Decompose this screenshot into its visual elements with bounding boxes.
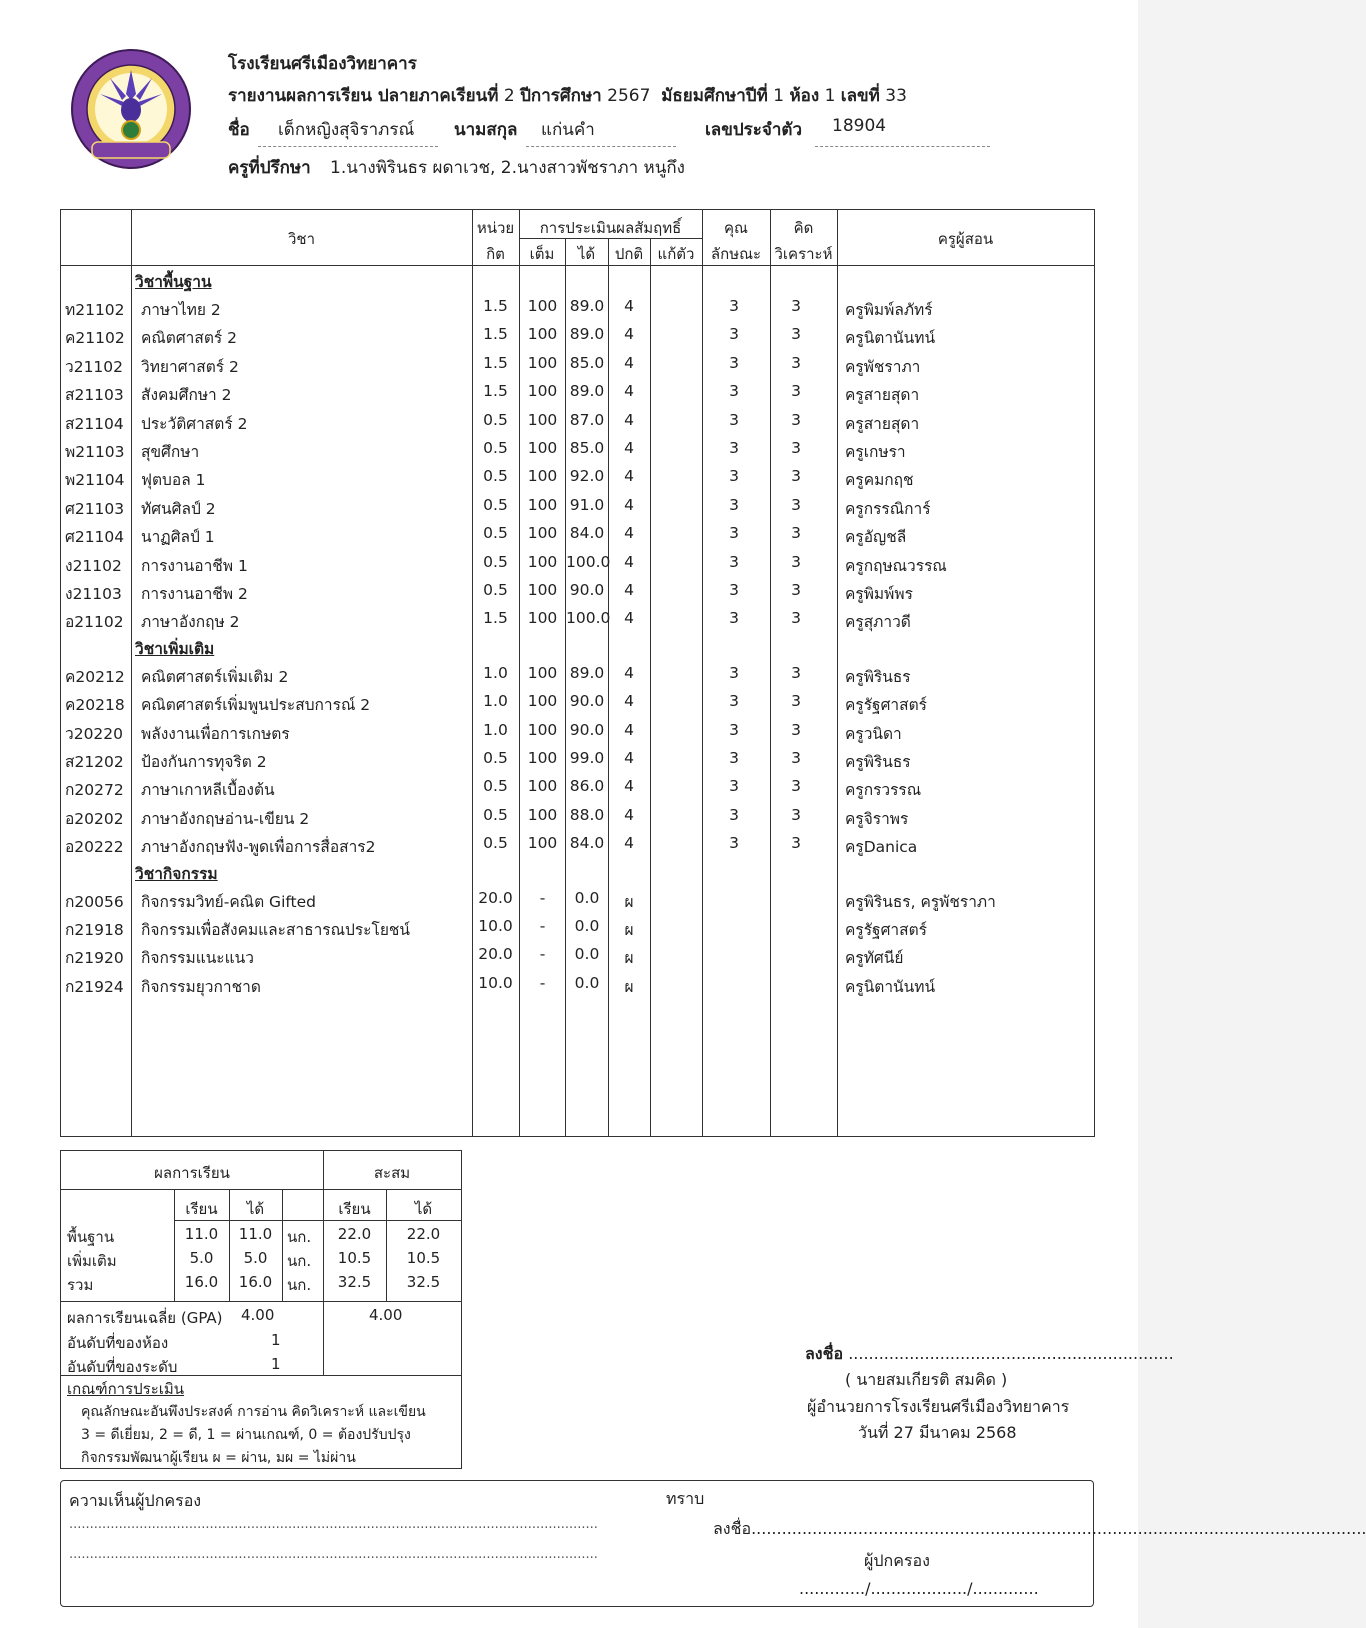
school-name: โรงเรียนศรีเมืองวิทยาคาร: [228, 54, 417, 74]
cell-unit: 1.0: [483, 663, 508, 682]
cell-got: 91.0: [569, 495, 605, 514]
cell-normal: 4: [624, 353, 634, 372]
cell-unit: 10.0: [478, 917, 513, 935]
ack-label: ทราบ: [666, 1489, 705, 1508]
cell-got: 0.0: [574, 945, 600, 964]
cell-char: 3: [729, 524, 739, 543]
cell-char: 3: [729, 609, 739, 628]
cell-teacher: ครูพิรินธร: [845, 753, 911, 771]
surname-label: นามสกุล: [454, 120, 518, 140]
cell-think: 3: [791, 382, 801, 401]
cell-char: 3: [729, 325, 739, 344]
header-fix: แก้ตัว: [657, 245, 695, 263]
table-row: [61, 970, 1094, 998]
report-title: รายงานผลการเรียน ปลายภาคเรียนที่ 2 ปีการศึกษา 2567 มัธยมศึกษาปีที่ 1 ห้อง 1 เลขที่ 33: [228, 86, 907, 106]
cell-think: 3: [791, 410, 801, 429]
summary-label: รวม: [67, 1276, 94, 1294]
gpa-label: ผลการเรียนเฉลี่ย (GPA): [67, 1309, 223, 1327]
cell-got: 100.0: [566, 552, 611, 571]
cell-char: 3: [729, 749, 739, 767]
cell-think: 3: [791, 495, 801, 514]
cell-full: 100: [527, 495, 558, 514]
cell-normal: ผ: [624, 949, 634, 968]
cell-got: 92.0: [569, 467, 605, 486]
cell-code: ก21918: [65, 921, 124, 939]
cell-normal: 4: [624, 805, 634, 824]
cell-code: ก20272: [65, 781, 124, 800]
cell-teacher: ครูวนิดา: [845, 724, 902, 743]
summary-acc-got: 10.5: [406, 1249, 441, 1267]
table-row: [61, 941, 1094, 969]
table-row: [61, 577, 1094, 605]
table-row: [61, 492, 1094, 520]
cell-name: กิจกรรมเพื่อสังคมและสาธารณประโยชน์: [141, 921, 411, 939]
cell-think: 3: [791, 439, 801, 457]
cell-unit: 1.0: [483, 720, 508, 739]
cell-think: 3: [791, 777, 801, 796]
table-row: [61, 773, 1094, 801]
cell-char: 3: [729, 581, 739, 599]
header-think-2: วิเคราะห์: [774, 245, 833, 263]
cell-normal: 4: [624, 524, 634, 543]
grades-table: [60, 209, 1095, 1137]
criteria-title: เกณฑ์การประเมิน: [67, 1380, 185, 1398]
cell-got: 90.0: [569, 692, 605, 711]
cell-unit: 0.5: [483, 749, 508, 767]
cell-char: 3: [729, 663, 739, 682]
sign-date: วันที่ 27 มีนาคม 2568: [858, 1423, 1017, 1442]
section-title: วิชากิจกรรม: [135, 864, 218, 883]
cell-full: 100: [527, 834, 558, 853]
cell-full: -: [539, 888, 546, 907]
cell-code: ง21103: [65, 585, 122, 603]
table-row: [61, 321, 1094, 349]
cell-teacher: ครูกรรณิการ์: [845, 499, 931, 518]
rank-room-label: อันดับที่ของห้อง: [67, 1334, 169, 1352]
cell-full: 100: [527, 297, 558, 315]
cell-teacher: ครูนิตานันทน์: [845, 977, 936, 996]
cell-name: ภาษาอังกฤษฟัง-พูดเพื่อการสื่อสาร2: [141, 838, 376, 857]
cell-code: ก20056: [65, 892, 124, 911]
school-logo: [70, 48, 192, 170]
director-position: ผู้อำนวยการโรงเรียนศรีเมืองวิทยาคาร: [807, 1397, 1070, 1416]
cell-char: 3: [729, 353, 739, 372]
table-row: [61, 463, 1094, 491]
cell-normal: 4: [624, 467, 634, 486]
cell-normal: 4: [624, 410, 634, 429]
cell-unit: 0.5: [483, 805, 508, 824]
parent-comment-box: [60, 1480, 1366, 1607]
summary-acc-study: 22.0: [337, 1225, 372, 1243]
cell-name: ภาษาไทย 2: [141, 301, 221, 319]
cell-char: 3: [729, 410, 739, 429]
parent-sign-line[interactable]: ลงชื่อ.........................................................................................................................: [713, 1519, 1366, 1538]
table-row: [61, 913, 1094, 941]
rank-room-value: 1: [271, 1331, 281, 1349]
table-row: [61, 830, 1094, 858]
cell-teacher: ครูรัฐศาสตร์: [845, 696, 927, 715]
cell-unit: 0.5: [483, 467, 508, 486]
cell-normal: 4: [624, 777, 634, 796]
cell-char: 3: [729, 552, 739, 571]
summary-acc-col-study: เรียน: [338, 1200, 371, 1218]
cell-code: ศ21103: [65, 499, 125, 518]
student-name: เด็กหญิงสุจิราภรณ์: [278, 120, 415, 140]
rank-level-value: 1: [271, 1355, 281, 1373]
cell-normal: 4: [624, 609, 634, 628]
summary-unit: นก.: [287, 1228, 312, 1246]
cell-char: 3: [729, 834, 739, 853]
cell-think: 3: [791, 353, 801, 372]
cell-think: 3: [791, 663, 801, 682]
cell-normal: 4: [624, 495, 634, 514]
cell-got: 90.0: [569, 581, 605, 599]
header-think-1: คิด: [793, 219, 814, 237]
student-surname: แก่นคำ: [541, 120, 595, 140]
cell-got: 89.0: [569, 382, 605, 401]
cell-think: 3: [791, 749, 801, 767]
cell-teacher: ครูคมกฤช: [845, 471, 914, 490]
table-row: [61, 605, 1094, 633]
cell-got: 86.0: [569, 777, 605, 796]
cell-unit: 0.5: [483, 410, 508, 429]
cell-char: 3: [729, 382, 739, 401]
cell-teacher: ครูนิตานันทน์: [845, 329, 936, 348]
cell-teacher: ครูสายสุดา: [845, 386, 920, 405]
cell-normal: 4: [624, 720, 634, 739]
cell-got: 90.0: [569, 720, 605, 739]
cell-unit: 0.5: [483, 777, 508, 796]
cell-name: กิจกรรมแนะแนว: [141, 949, 254, 968]
cell-normal: 4: [624, 663, 634, 682]
cell-unit: 1.5: [483, 382, 508, 401]
cell-think: 3: [791, 805, 801, 824]
summary-acc-study: 32.5: [337, 1273, 372, 1291]
cell-name: ประวัติศาสตร์ 2: [141, 414, 248, 433]
criteria-line-1: คุณลักษณะอันพึงประสงค์ การอ่าน คิดวิเคราะห์ และเขียน: [81, 1404, 426, 1420]
cell-code: ว21102: [65, 357, 124, 376]
cell-think: 3: [791, 834, 801, 853]
summary-study: 16.0: [184, 1273, 219, 1291]
cell-normal: ผ: [624, 921, 634, 939]
table-row: [61, 660, 1094, 688]
cell-got: 84.0: [569, 834, 605, 853]
cell-think: 3: [791, 581, 801, 599]
cell-char: 3: [729, 692, 739, 711]
cell-got: 89.0: [569, 663, 605, 682]
cell-think: 3: [791, 325, 801, 344]
cell-teacher: ครูจิราพร: [845, 809, 909, 828]
rank-level-label: อันดับที่ของระดับ: [67, 1358, 178, 1376]
director-name: ( นายสมเกียรติ สมคิด ): [845, 1370, 1008, 1389]
table-row: [61, 549, 1094, 577]
cell-unit: 1.5: [483, 297, 508, 315]
cell-full: 100: [527, 467, 558, 486]
cell-name: การงานอาชีพ 1: [141, 556, 248, 575]
cell-code: ว20220: [65, 724, 124, 743]
cell-full: 100: [527, 382, 558, 401]
header-char-1: คุณ: [724, 219, 748, 237]
cell-teacher: ครูอัญชลี: [845, 528, 907, 547]
cell-unit: 0.5: [483, 495, 508, 514]
cell-name: กิจกรรมยุวกาชาด: [141, 977, 261, 996]
header-teacher: ครูผู้สอน: [937, 230, 994, 248]
header-eval: การประเมินผลสัมฤทธิ์: [539, 219, 682, 237]
cell-got: 84.0: [569, 524, 605, 543]
cell-teacher: ครูพิรินธร: [845, 667, 911, 686]
cell-unit: 10.0: [478, 973, 513, 992]
cell-name: คณิตศาสตร์ 2: [141, 329, 237, 348]
cell-full: 100: [527, 439, 558, 457]
cell-name: วิทยาศาสตร์ 2: [141, 357, 239, 376]
header-unit-2: กิต: [486, 245, 505, 263]
cell-teacher: ครูทัศนีย์: [845, 949, 904, 968]
cell-unit: 0.5: [483, 834, 508, 853]
table-row: [61, 293, 1094, 321]
table-row: [61, 688, 1094, 716]
summary-got: 11.0: [238, 1225, 273, 1243]
cell-code: พ21103: [65, 443, 125, 461]
summary-label: พื้นฐาน: [67, 1228, 115, 1246]
cell-teacher: ครูเกษรา: [845, 443, 906, 461]
cell-unit: 0.5: [483, 552, 508, 571]
cell-code: ส21103: [65, 386, 124, 405]
cell-char: 3: [729, 720, 739, 739]
cell-name: ทัศนศิลป์ 2: [141, 499, 216, 518]
cell-name: ภาษาอังกฤษอ่าน-เขียน 2: [141, 809, 310, 828]
cell-unit: 1.5: [483, 325, 508, 344]
summary-study: 5.0: [189, 1249, 214, 1267]
cell-char: 3: [729, 297, 739, 315]
director-sign-line: ลงชื่อ ................................................................: [805, 1344, 1174, 1363]
cell-name: คณิตศาสตร์เพิ่มเติม 2: [141, 667, 289, 686]
cell-teacher: ครูพิมพ์ลภัทร์: [845, 301, 933, 319]
cell-code: ก21920: [65, 949, 124, 968]
cell-code: อ21102: [65, 613, 124, 632]
summary-label: เพิ่มเติม: [67, 1252, 117, 1270]
cell-got: 99.0: [569, 749, 605, 767]
table-row: [61, 717, 1094, 745]
cell-think: 3: [791, 552, 801, 571]
cell-teacher: ครูพิรินธร, ครูพัชราภา: [845, 892, 996, 911]
cell-char: 3: [729, 495, 739, 514]
name-label: ชื่อ: [228, 120, 250, 140]
cell-normal: 4: [624, 552, 634, 571]
cell-unit: 1.0: [483, 692, 508, 711]
header-subject: วิชา: [287, 230, 316, 248]
cell-code: อ20222: [65, 838, 124, 857]
header-char-2: ลักษณะ: [710, 245, 762, 263]
table-row: [61, 407, 1094, 435]
cell-name: ฟุตบอล 1: [141, 471, 206, 490]
cell-got: 0.0: [574, 973, 600, 992]
cell-unit: 0.5: [483, 581, 508, 599]
advisor-names: 1.นางพิรินธร ผดาเวช, 2.นางสาวพัชราภา หนูกึง: [330, 158, 685, 178]
summary-got: 16.0: [238, 1273, 273, 1291]
header-got: ได้: [577, 245, 596, 263]
summary-col-study: เรียน: [185, 1200, 218, 1218]
cell-got: 0.0: [574, 888, 600, 907]
header-normal: ปกติ: [614, 245, 644, 263]
table-row: [61, 745, 1094, 773]
summary-result-title: ผลการเรียน: [154, 1164, 230, 1182]
cell-normal: ผ: [624, 977, 634, 996]
cell-full: 100: [527, 720, 558, 739]
criteria-line-2: 3 = ดีเยี่ยม, 2 = ดี, 1 = ผ่านเกณฑ์, 0 = ต้องปรับปรุง: [81, 1427, 411, 1443]
cell-code: ก21924: [65, 977, 124, 996]
gpa-value: 4.00: [241, 1306, 275, 1324]
cell-got: 85.0: [569, 439, 605, 457]
cell-unit: 1.5: [483, 353, 508, 372]
opinion-line-2[interactable]: ................................................................................................................................: [69, 1547, 598, 1562]
cell-name: ภาษาอังกฤษ 2: [141, 613, 240, 632]
cell-normal: 4: [624, 297, 634, 315]
summary-acc-got: 32.5: [406, 1273, 441, 1291]
cell-code: ค20218: [65, 696, 125, 715]
cell-unit: 1.5: [483, 609, 508, 628]
criteria-line-3: กิจกรรมพัฒนาผู้เรียน ผ = ผ่าน, มผ = ไม่ผ่าน: [81, 1450, 356, 1466]
cell-teacher: ครูพิมพ์พร: [845, 585, 913, 603]
cell-full: 100: [527, 663, 558, 682]
cell-code: ส21104: [65, 414, 124, 433]
header-full: เต็ม: [529, 245, 555, 263]
cell-char: 3: [729, 805, 739, 824]
cell-code: ค21102: [65, 329, 125, 348]
cell-char: 3: [729, 467, 739, 486]
cell-full: 100: [527, 692, 558, 711]
cell-think: 3: [791, 524, 801, 543]
advisor-label: ครูที่ปรึกษา: [228, 158, 311, 178]
cell-think: 3: [791, 692, 801, 711]
cell-think: 3: [791, 720, 801, 739]
cell-teacher: ครูกรวรรณ: [845, 781, 922, 800]
cell-full: 100: [527, 410, 558, 429]
cell-name: ภาษาเกาหลีเบื้องต้น: [141, 781, 275, 800]
table-row: [61, 885, 1094, 913]
cell-got: 88.0: [569, 805, 605, 824]
cell-full: 100: [527, 353, 558, 372]
cell-name: สุขศึกษา: [141, 443, 200, 461]
section-title: วิชาพื้นฐาน: [135, 273, 212, 291]
cell-full: 100: [527, 552, 558, 571]
opinion-line-1[interactable]: ................................................................................................................................: [69, 1517, 598, 1532]
cell-unit: 0.5: [483, 439, 508, 457]
cell-normal: 4: [624, 439, 634, 457]
cell-full: 100: [527, 805, 558, 824]
summary-unit: นก.: [287, 1252, 312, 1270]
header-unit-1: หน่วย: [476, 219, 515, 237]
cell-name: พลังงานเพื่อการเกษตร: [141, 724, 290, 743]
cell-teacher: ครูพัชราภา: [845, 357, 921, 376]
student-id: 18904: [832, 116, 887, 136]
cell-normal: 4: [624, 325, 634, 344]
cell-name: ป้องกันการทุจริต 2: [141, 753, 267, 771]
summary-acc-got: 22.0: [406, 1225, 441, 1243]
cell-think: 3: [791, 609, 801, 628]
table-row: [61, 520, 1094, 548]
cell-name: นาฏศิลป์ 1: [141, 528, 215, 547]
cell-full: 100: [527, 581, 558, 599]
cell-normal: 4: [624, 581, 634, 599]
cell-got: 100.0: [566, 609, 611, 628]
cell-think: 3: [791, 467, 801, 486]
id-label: เลขประจำตัว: [705, 120, 802, 140]
summary-accum-title: สะสม: [373, 1164, 411, 1182]
parent-opinion-label: ความเห็นผู้ปกครอง: [69, 1491, 202, 1510]
cell-full: -: [539, 945, 546, 964]
cell-normal: 4: [624, 382, 634, 401]
summary-col-got: ได้: [246, 1200, 265, 1218]
cell-code: ส21202: [65, 753, 124, 771]
cell-normal: 4: [624, 749, 634, 767]
table-row: [61, 802, 1094, 830]
cell-teacher: ครูกฤษณวรรณ: [845, 556, 947, 575]
summary-study: 11.0: [184, 1225, 219, 1243]
cell-code: ศ21104: [65, 528, 125, 547]
cell-got: 89.0: [569, 297, 605, 315]
cell-code: อ20202: [65, 809, 124, 828]
cell-teacher: ครูรัฐศาสตร์: [845, 921, 927, 939]
cell-teacher: ครูสายสุดา: [845, 414, 920, 433]
cell-name: คณิตศาสตร์เพิ่มพูนประสบการณ์ 2: [141, 696, 371, 715]
gpa-accum-value: 4.00: [369, 1306, 403, 1324]
table-row: [61, 378, 1094, 406]
cell-full: 100: [527, 524, 558, 543]
summary-box: [60, 1150, 462, 1469]
table-row: [61, 350, 1094, 378]
cell-char: 3: [729, 777, 739, 796]
cell-unit: 20.0: [478, 945, 513, 964]
cell-name: การงานอาชีพ 2: [141, 585, 248, 603]
cell-think: 3: [791, 297, 801, 315]
summary-unit: นก.: [287, 1276, 312, 1294]
summary-acc-col-got: ได้: [414, 1200, 433, 1218]
cell-code: ค20212: [65, 667, 125, 686]
table-row: [61, 435, 1094, 463]
cell-full: 100: [527, 777, 558, 796]
cell-name: สังคมศึกษา 2: [141, 386, 232, 405]
cell-code: พ21104: [65, 471, 125, 490]
cell-code: ง21102: [65, 556, 122, 575]
section-title: วิชาเพิ่มเติม: [135, 639, 215, 658]
cell-unit: 20.0: [478, 888, 513, 907]
cell-full: -: [539, 917, 546, 935]
cell-full: -: [539, 973, 546, 992]
cell-normal: 4: [624, 834, 634, 853]
summary-got: 5.0: [243, 1249, 268, 1267]
cell-got: 0.0: [574, 917, 600, 935]
cell-got: 89.0: [569, 325, 605, 344]
cell-name: กิจกรรมวิทย์-คณิต Gifted: [141, 892, 317, 911]
parent-date-line[interactable]: ............./.................../.............: [799, 1579, 1039, 1598]
cell-full: 100: [527, 609, 558, 628]
cell-full: 100: [527, 749, 558, 767]
parent-role: ผู้ปกครอง: [864, 1551, 930, 1570]
cell-code: ท21102: [65, 301, 125, 319]
cell-normal: ผ: [624, 892, 634, 911]
cell-got: 87.0: [569, 410, 605, 429]
summary-acc-study: 10.5: [337, 1249, 372, 1267]
cell-unit: 0.5: [483, 524, 508, 543]
cell-full: 100: [527, 325, 558, 344]
cell-normal: 4: [624, 692, 634, 711]
cell-teacher: ครูสุภาวดี: [845, 613, 911, 632]
cell-char: 3: [729, 439, 739, 457]
cell-teacher: ครูDanica: [845, 838, 918, 857]
cell-got: 85.0: [569, 353, 605, 372]
